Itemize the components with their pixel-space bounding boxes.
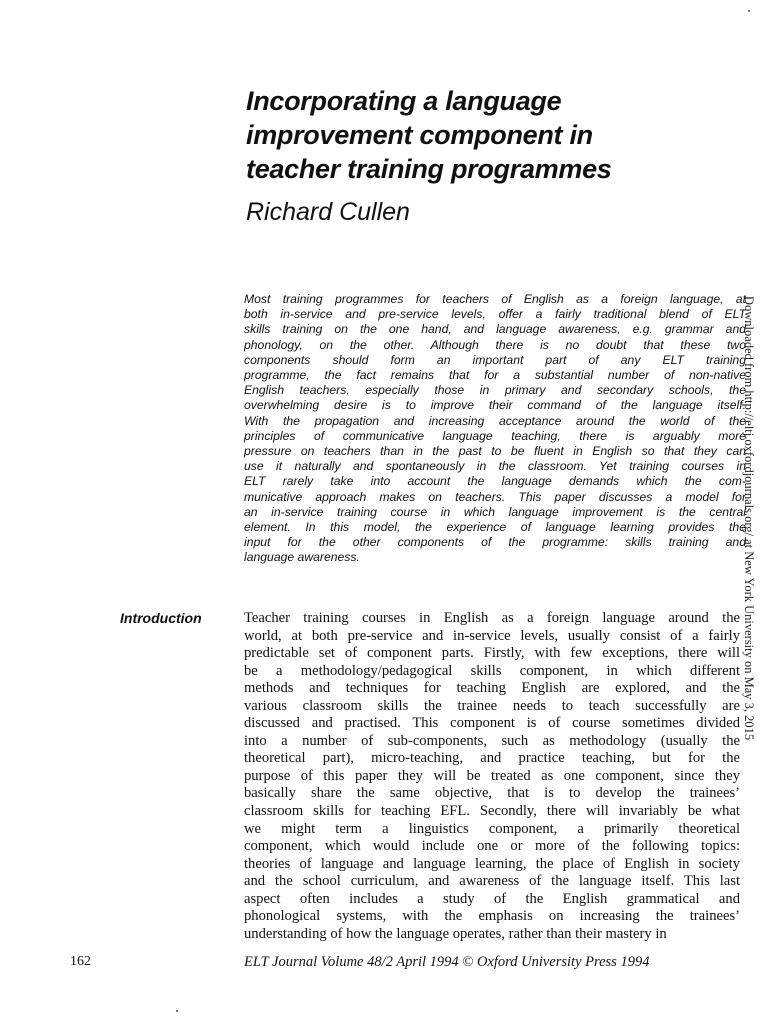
text-line: aspect often includes a study of the English grammatical and	[244, 890, 740, 907]
author-name: Richard Cullen	[246, 198, 410, 226]
text-line: world, at both pre-service and in-service levels, usually consist of a fairly	[244, 627, 740, 644]
scan-speck	[176, 1010, 178, 1012]
text-line: pressure on teachers than in the past to be fluent in English so that they can	[244, 444, 746, 459]
text-line: overwhelming desire is to improve their command of the language itself.	[244, 398, 746, 413]
text-line: components should form an important part of any ELT training	[244, 352, 746, 367]
text-line: understanding of how the language operates, rather than their mastery in	[244, 925, 667, 942]
text-line: input for the other components of the programme: skills training and	[244, 535, 746, 550]
text-line: programme, the fact remains that for a substantial number of non-native	[244, 368, 746, 383]
text-line: be a methodology/pedagogical skills component, in which different	[244, 662, 740, 679]
text-line: Teacher training courses in English as a foreign language around the	[244, 610, 740, 626]
text-line: predictable set of component parts. Firstly, with few exceptions, there will	[244, 645, 740, 662]
section-heading-introduction: Introduction	[120, 610, 202, 626]
text-line: skills training on the one hand, and language awareness, e.g. grammar and	[244, 322, 746, 337]
text-line: basically share the same objective, that is to develop the trainees’	[244, 785, 740, 802]
article-title	[246, 84, 736, 186]
text-line: theories of language and language learning, the place of English in society	[244, 855, 740, 872]
text-line: we might term a linguistics component, a primarily theoretical	[244, 820, 740, 837]
text-line: principles of communicative language teaching, there is arguably more	[244, 428, 746, 443]
introduction-body	[244, 610, 740, 943]
title-line: Incorporating a language	[246, 86, 562, 116]
text-line: various classroom skills the trainee needs to teach successfully are	[244, 697, 740, 714]
text-line: purpose of this paper they will be treated as one component, since they	[244, 767, 740, 784]
text-line: and the school curriculum, and awareness of the language itself. This last	[244, 873, 740, 890]
text-line: language awareness.	[244, 550, 360, 565]
text-line: ELT rarely take into account the language demands which the com-	[244, 474, 746, 489]
text-line: component, which would include one or more of the following topics:	[244, 838, 740, 855]
text-line: municative approach makes on teachers. This paper discusses a model for	[244, 489, 746, 504]
text-line: With the propagation and increasing acceptance around the world of the	[244, 413, 746, 428]
title-line: teacher training programmes	[246, 154, 612, 184]
text-line: discussed and practised. This component is of course sometimes divided	[244, 715, 740, 732]
journal-citation: ELT Journal Volume 48/2 April 1994 © Oxford University Press 1994	[244, 954, 650, 970]
abstract	[244, 292, 746, 566]
scan-speck	[748, 10, 750, 12]
text-line: both in-service and pre-service levels, offer a fairly traditional blend of ELT	[244, 307, 746, 322]
text-line: use it naturally and spontaneously in the classroom. Yet training courses in	[244, 459, 746, 474]
title-line: improvement component in	[246, 120, 593, 150]
text-line: classroom skills for teaching EFL. Secondly, there will invariably be what	[244, 803, 740, 820]
text-line: methods and techniques for teaching English are explored, and the	[244, 680, 740, 697]
download-watermark[interactable]: Downloaded from http://eltj.oxfordjournals.org/ at New York University on May 3, 2015	[742, 296, 756, 741]
text-line: theoretical part), micro-teaching, and practice teaching, but for the	[244, 750, 740, 767]
text-line: English teachers, especially those in primary and secondary schools, the	[244, 383, 746, 398]
text-line: an in-service training course in which language improvement is the central	[244, 504, 746, 519]
page-number: 162	[70, 954, 91, 969]
text-line: phonological systems, with the emphasis on increasing the trainees’	[244, 908, 740, 925]
text-line: element. In this model, the experience of language learning provides the	[244, 520, 746, 535]
text-line: phonology, on the other. Although there is no doubt that these two	[244, 337, 746, 352]
text-line: into a number of sub-components, such as methodology (usually the	[244, 732, 740, 749]
text-line: Most training programmes for teachers of English as a foreign language, at	[244, 292, 746, 306]
